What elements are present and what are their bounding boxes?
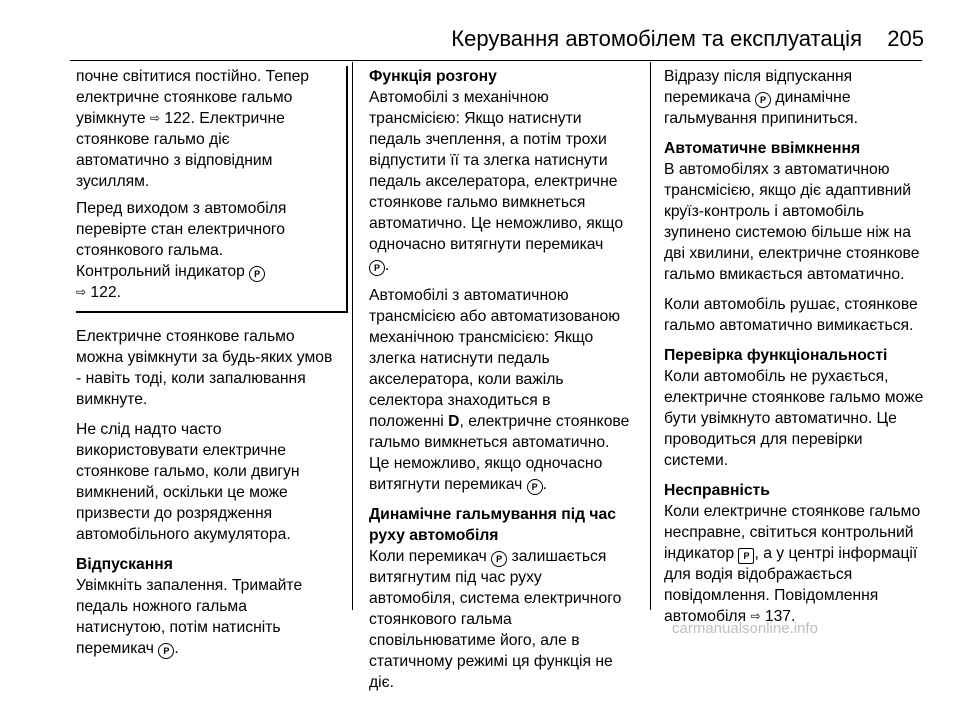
paragraph-malfunction: Коли електричне стоянкове гальмо несправне, світиться контрольний індикатор P , а у центрі інформації для водія відображається повідомлення. Повідомлення автомобіля ⇨ 137. [664, 503, 921, 625]
parking-brake-switch-icon: P [527, 479, 543, 495]
page-number: 205 [887, 26, 924, 51]
column-3 [664, 66, 934, 636]
paragraph-automatic-apply: В автомобілях з автоматичною трансмісією, якщо діє адаптивний круїз-контроль і автомобіль зупинено системою більше ніж на дві хвилини, електричне стоянкове гальмо вмикається автоматично. [664, 161, 920, 283]
page-reference-arrow-icon: ⇨ [750, 609, 761, 623]
parking-brake-switch-icon: P [369, 260, 385, 276]
paragraph-any-conditions: Електричне стоянкове гальмо можна увімкнути за будь-яких умов - навіть тоді, коли запалювання вимкнуте. [76, 328, 333, 408]
column-1 [76, 66, 346, 668]
paragraph-manual-transmission: Автомобілі з механічною трансмісією: Якщо натиснути педаль зчеплення, а потім трохи відпустити її та злегка натиснути педаль акселератора, електричне стоянкове гальмо вимкнеться автоматично. Це неможливо, якщо одночасно витягнути перемикач P . [369, 89, 624, 274]
note-paragraph-1: почне світитися постійно. Тепер електричне стоянкове гальмо увімкнуте ⇨ 122. Електричне стоянкове гальмо діє автоматично з відповідним зусиллям. [76, 68, 310, 190]
paragraph-function-check: Коли автомобіль не рухається, електричне стоянкове гальмо може бути увімкнуто автоматично. Це проводиться для перевірки системи. [664, 368, 924, 469]
parking-brake-indicator-icon: P [249, 266, 265, 282]
page-reference-arrow-icon: ⇨ [76, 285, 87, 299]
parking-brake-switch-icon: P [491, 551, 507, 567]
paragraph-dynamic-braking: Коли перемикач P залишається витягнутим під час руху автомобіля, система електричного стоянкового гальма сповільнюватиме його, але в статичному режимі ця функція не діє. [369, 548, 622, 691]
parking-brake-switch-icon: P [755, 92, 771, 108]
watermark: carmanualsonline.info [672, 620, 818, 637]
heading-release: Відпускання [76, 556, 173, 573]
parking-brake-switch-icon: P [158, 643, 174, 659]
page-header-title: Керування автомобілем та експлуатація [451, 26, 862, 51]
paragraph-automatic-transmission: Автомобілі з автоматичною трансмісією або автоматизованою механічною трансмісією: Якщо злегка натиснути педаль акселератора, коли важіль селектора знаходиться в положенні D, електричне стоянкове гальмо вимкнеться автоматично. Це неможливо, якщо одночасно витягнути перемикач P . [369, 287, 630, 493]
heading-function-check: Перевірка функціональності [664, 347, 888, 364]
note-box [76, 66, 348, 313]
heading-dynamic-braking: Динамічне гальмування під час руху автомобіля [369, 506, 616, 544]
page-reference-link[interactable]: 122. [90, 284, 121, 301]
page-reference-arrow-icon: ⇨ [149, 111, 160, 125]
heading-malfunction: Несправність [664, 482, 770, 499]
note-paragraph-2: Перед виходом з автомобіля перевірте стан електричного стоянкового гальма. Контрольний індикатор P ⇨ 122. [76, 200, 287, 301]
parking-brake-fault-icon: P [738, 548, 754, 564]
paragraph-automatic-release: Коли автомобіль рушає, стоянкове гальмо автоматично вимикається. [664, 296, 918, 334]
page-reference-link[interactable]: 137. [764, 608, 796, 625]
paragraph-release: Увімкніть запалення. Тримайте педаль ножного гальма натиснутою, потім натисніть перемикач P . [76, 577, 303, 657]
paragraph-dynamic-braking-stop: Відразу після відпускання перемикача P динамічне гальмування припиниться. [664, 68, 859, 127]
heading-automatic-apply: Автоматичне ввімкнення [664, 140, 861, 157]
page-reference-link[interactable]: 122. Електричне [164, 110, 285, 127]
header-divider [70, 60, 922, 61]
column-2 [369, 66, 647, 702]
column-divider-2 [650, 62, 651, 610]
paragraph-battery-warning: Не слід надто часто використовувати електричне стоянкове гальмо, коли двигун вимкнений, оскільки це може призвести до розрядження автомобільного акумулятора. [76, 421, 300, 543]
heading-drive-away: Функція розгону [369, 68, 497, 85]
gear-position-d: D [448, 413, 460, 430]
column-divider-1 [352, 62, 353, 610]
